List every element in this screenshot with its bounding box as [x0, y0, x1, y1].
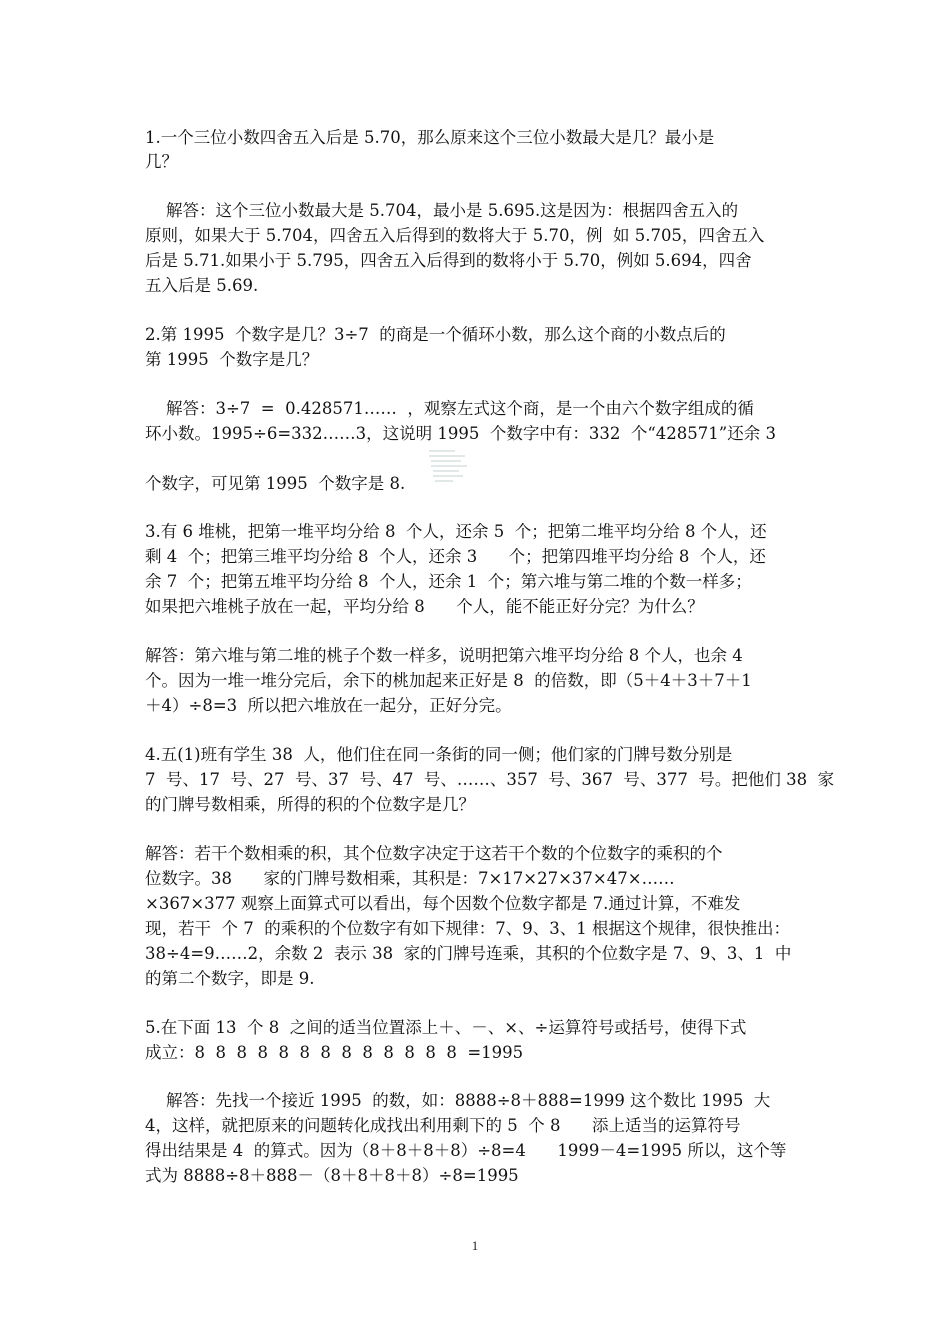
answer-5-line-3: 得出结果是 4 的算式。因为（8＋8＋8＋8）÷8=4 1999－4=1995 所以，这个等: [145, 1141, 787, 1160]
answer-2-line-2: 环小数。1995÷6=332……3，这说明 1995 个数字中有：332 个“428571”还余 3: [145, 424, 776, 443]
question-3-line-2: 剩 4 个；把第三堆平均分给 8 个人，还余 3 个；把第四堆平均分给 8 个人，还: [145, 547, 766, 566]
answer-3-line-2: 个。因为一堆一堆分完后，余下的桃加起来正好是 8 的倍数，即（5＋4＋3＋7＋1: [145, 671, 752, 690]
answer-1-line-2: 原则，如果大于 5.704，四舍五入后得到的数将大于 5.70，例 如 5.705，四舍五入: [145, 226, 765, 245]
question-4-line-1: 4.五(1)班有学生 38 人，他们住在同一条街的同一侧；他们家的门牌号数分别是: [145, 745, 733, 764]
question-1-line-2: 几？: [145, 152, 178, 171]
question-5-line-2: 成立：8 8 8 8 8 8 8 8 8 8 8 8 8 =1995: [145, 1043, 524, 1062]
answer-3-line-3: ＋4）÷8=3 所以把六堆放在一起分，正好分完。: [145, 696, 512, 715]
question-4-line-2: 7 号、17 号、27 号、37 号、47 号、……、357 号、367 号、377 号。把他们 38 家: [145, 770, 835, 789]
answer-1-line-1: 解答：这个三位小数最大是 5.704，最小是 5.695.这是因为：根据四舍五入的: [145, 201, 739, 220]
question-2-line-2: 第 1995 个数字是几？: [145, 350, 319, 369]
page-number: 1: [471, 1238, 479, 1253]
answer-1-line-4: 五入后是 5.69.: [145, 276, 259, 295]
answer-4-line-3: ×367×377 观察上面算式可以看出，每个因数个位数字都是 7.通过计算，不难发: [145, 894, 741, 913]
answer-5-line-1: 解答：先找一个接近 1995 的数，如：8888÷8＋888=1999 这个数比 1995 大: [145, 1091, 771, 1110]
question-5-line-1: 5.在下面 13 个 8 之间的适当位置添上＋、－、×、÷运算符号或括号，使得下式: [145, 1018, 747, 1037]
question-3-line-4: 如果把六堆桃子放在一起，平均分给 8 个人，能不能正好分完？为什么？: [145, 597, 704, 616]
answer-5-line-4: 式为 8888÷8＋888－（8＋8＋8＋8）÷8=1995: [145, 1166, 519, 1185]
answer-4-line-4: 现，若干 个 7 的乘积的个位数字有如下规律：7、9、3、1 根据这个规律，很快推出：: [145, 919, 790, 938]
question-2-line-1: 2.第 1995 个数字是几？3÷7 的商是一个循环小数，那么这个商的小数点后的: [145, 325, 726, 344]
question-3-line-1: 3.有 6 堆桃，把第一堆平均分给 8 个人，还余 5 个；把第二堆平均分给 8 个人，还: [145, 522, 767, 541]
answer-4-line-2: 位数字。38 家的门牌号数相乘，其积是：7×17×27×37×47×……: [145, 869, 675, 888]
answer-4-line-5: 38÷4=9……2，余数 2 表示 38 家的门牌号连乘，其积的个位数字是 7、9、3、1 中: [145, 944, 792, 963]
answer-1-line-3: 后是 5.71.如果小于 5.795，四舍五入后得到的数将小于 5.70，例如 5.694，四舍: [145, 251, 752, 270]
answer-4-line-1: 解答：若干个数相乘的积，其个位数字决定于这若干个数的个位数字的乘积的个: [145, 844, 723, 863]
answer-3-line-1: 解答：第六堆与第二堆的桃子个数一样多，说明把第六堆平均分给 8 个人，也余 4: [145, 646, 743, 665]
question-1-line-1: 1.一个三位小数四舍五入后是 5.70，那么原来这个三位小数最大是几？最小是: [145, 128, 715, 147]
question-4-line-3: 的门牌号数相乘，所得的积的个位数字是几？: [145, 795, 475, 814]
question-3-line-3: 余 7 个；把第五堆平均分给 8 个人，还余 1 个；第六堆与第二堆的个数一样多；: [145, 572, 752, 591]
answer-2-line-1: 解答：3÷7 = 0.428571…… ，观察左式这个商，是一个由六个数字组成的循: [145, 399, 754, 418]
answer-2-line-3: 个数字，可见第 1995 个数字是 8.: [145, 474, 406, 493]
faint-inline-image: [425, 447, 471, 485]
answer-4-line-6: 的第二个数字，即是 9.: [145, 969, 315, 988]
answer-5-line-2: 4，这样，就把原来的问题转化成找出利用剩下的 5 个 8 添上适当的运算符号: [145, 1116, 741, 1135]
